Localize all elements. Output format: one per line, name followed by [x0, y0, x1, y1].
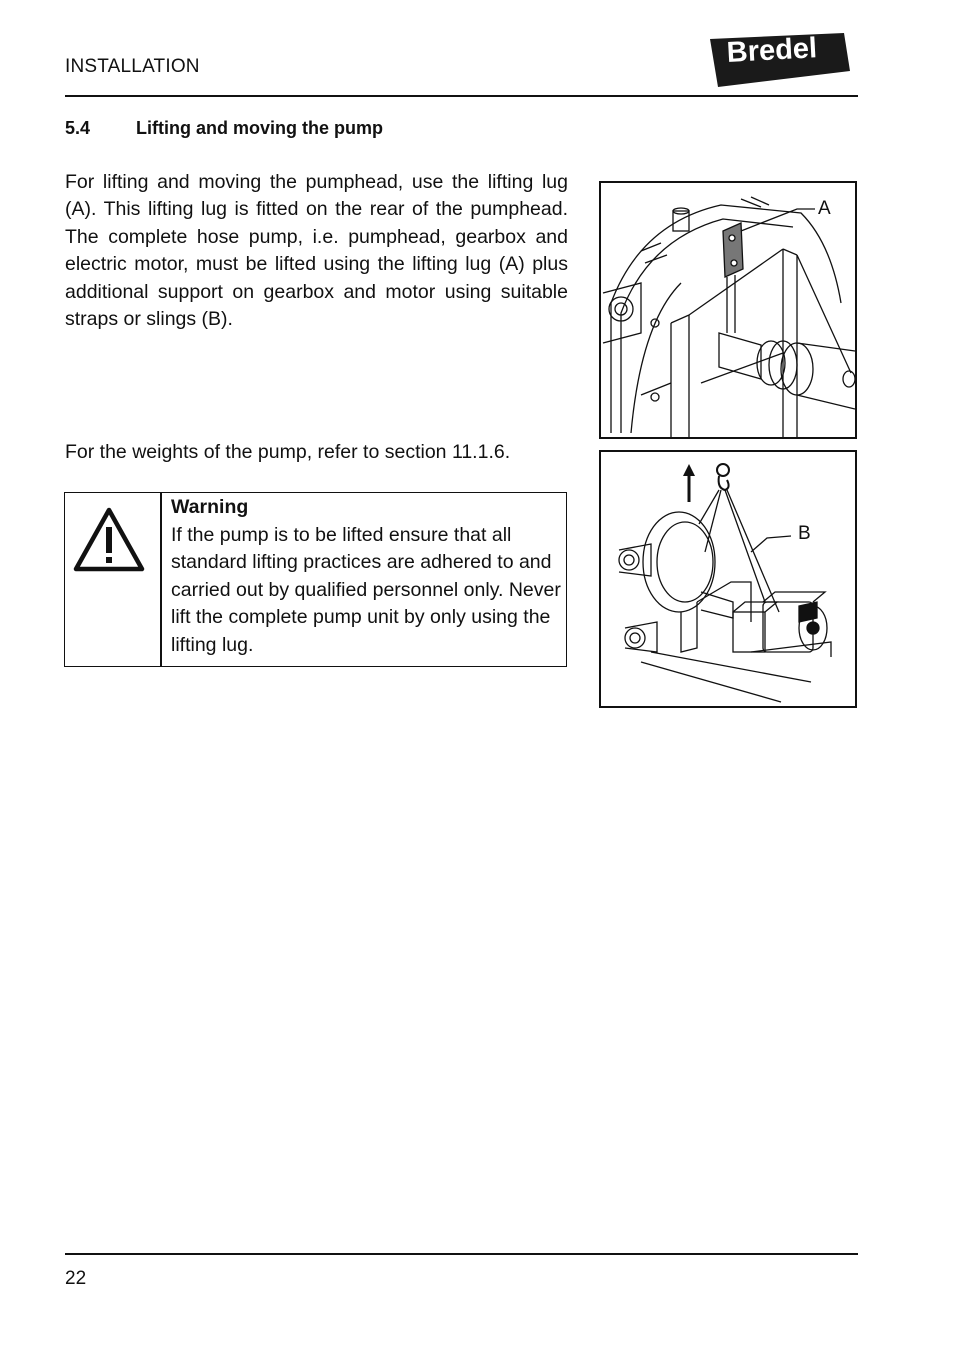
section-number: 5.4 — [65, 118, 91, 138]
callout-label-b: B — [798, 523, 811, 544]
warning-divider — [160, 493, 162, 667]
complete-pump-lifting-drawing — [601, 452, 855, 706]
weights-reference-paragraph: For the weights of the pump, refer to section 11.1.6. — [65, 441, 511, 463]
page-number: 22 — [65, 1268, 87, 1289]
warning-title: Warning — [171, 496, 249, 518]
callout-label-a: A — [818, 198, 831, 219]
section-label: INSTALLATION — [65, 56, 200, 77]
pumphead-rear-drawing — [601, 183, 855, 437]
section-title: Lifting and moving the pump — [136, 118, 383, 138]
slings-figure — [599, 450, 857, 708]
warning-triangle-icon — [72, 505, 146, 573]
header-divider — [65, 95, 858, 97]
lifting-instructions-paragraph: For lifting and moving the pumphead, use the lifting lug (A). This lifting lug is fitted on the rear of the pumphead. The complete hose pump, i.e. pumphead, gearbox and electric motor, must be lifted using the lifting lug (A) plus additional support on gearbox and motor using suitable straps or slings (B). — [65, 171, 568, 331]
warning-text: If the pump is to be lifted ensure that all standard lifting practices are adhered to and carried out by qualified personnel only. Never lift the complete pump unit by only using the lifting lug. — [171, 524, 561, 656]
footer-divider — [65, 1253, 858, 1255]
logo-text: Bredel — [726, 32, 818, 69]
